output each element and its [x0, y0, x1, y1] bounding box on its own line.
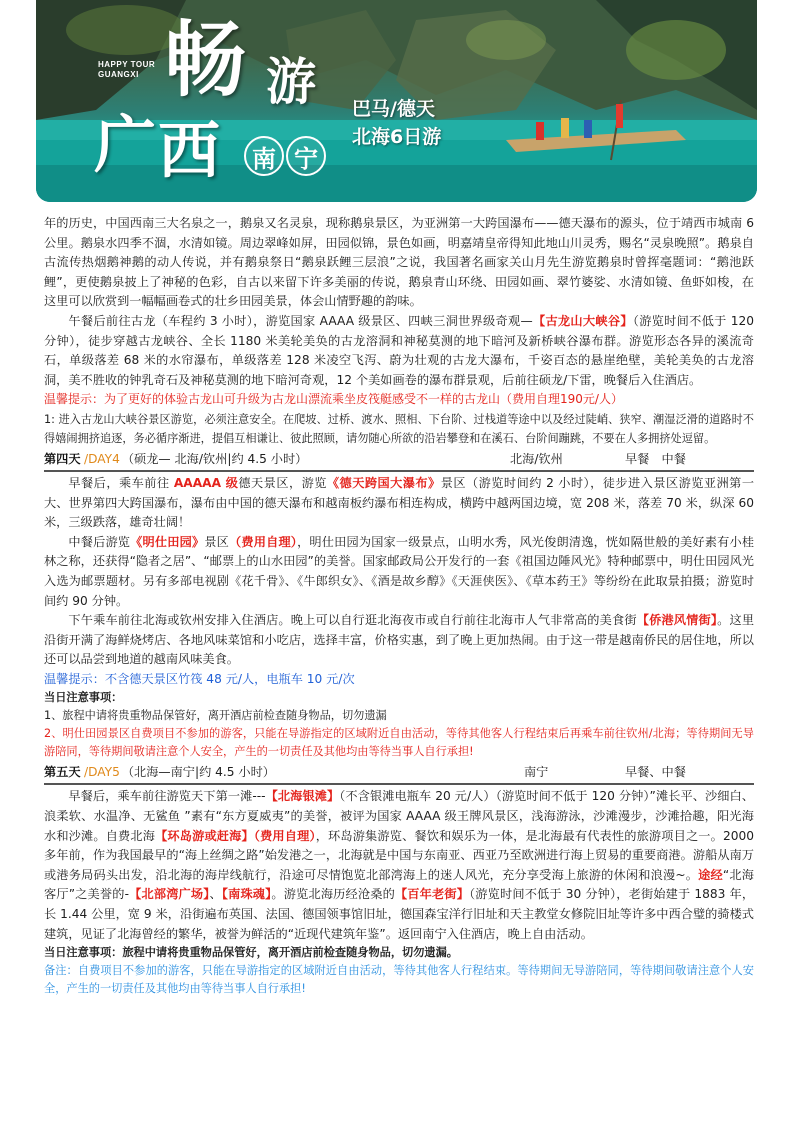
day5-notice: 当日注意事项：旅程中请将贵重物品保管好，离开酒店前检查随身物品，切勿遗漏。	[44, 946, 458, 960]
title-char-guang: 广	[94, 108, 157, 181]
day4-en: /DAY4	[84, 451, 120, 466]
day5-city: 南宁	[524, 765, 549, 780]
day4-notice-2: 2、明仕田园景区自费项目不参加的游客，只能在导游指定的区域附近自由活动，等待其他客人行程结束后再乘车前往钦州/北海；等待期间无导游陪同，等待期间敬请注意个人安全，产生的一切责任及其他均由等待当事人自行承担!	[44, 727, 754, 759]
route-title	[352, 96, 441, 150]
intro-safety-note: 1: 进入古龙山大峡谷景区游览，必须注意安全。在爬坡、过桥、渡水、照相、下台阶、过栈道等途中以及经过陡峭、狭窄、潮湿泛滑的道路时不得嬉闹拥挤追逐，务必循序渐进，提倡互相谦让、彼此照顾，请勿随心所欲的沿岩攀登和在溪石、台阶间蹦跳，不要在人多拥挤处逗留。	[44, 412, 754, 445]
title-char-you: 游	[266, 53, 316, 111]
intro-paragraph-2: 午餐后前往古龙（车程约 3 小时），游览国家 AAAA 级景区、四峡三洞世界级奇观—【古龙山大峡谷】（游览时间不低于 120 分钟），徒步穿越古龙峡谷、全长 1180 米美轮美奂的古龙溶洞和神秘莫测的地下暗河及新桥峡谷瀑布群。游览形态各异的溪流奇石，单级落差 68 米的水帘瀑布，单级落差 128 米凌空飞泻、蔚为壮观的古龙大瀑布，千姿百态的悬崖绝壁，美轮美奂的古龙溶洞，美不胜收的钟乳奇石及神秘莫测的地下暗河奇观，12 个美如画卷的瀑布群景观，后前往硕龙/下雷，晚餐后入住酒店。	[44, 313, 754, 387]
day4-paragraph-2: 中餐后游览《明仕田园》景区（费用自理），明仕田园为国家一级景点，山明水秀，风光俊朗清逸，恍如隔世般的美好素有小桂林之称，还获得“隐者之居”、“邮票上的山水田园”的美誉。国家邮政局公开发行的一套《祖国边陲风光》特种邮票中，明仕田园风光入选为邮票题材。另有多部电视剧《花千骨》、《牛郎织女》、《酒是故乡醇》《天涯侠医》、《草本药王》等纷纷在此取景拍摄；游览时间约 90 分钟。	[44, 534, 755, 608]
route-line-1: 巴马/德天	[352, 98, 435, 120]
intro-paragraph-1: 年的历史，中国西南三大名泉之一，鹅泉又名灵泉，现称鹅泉景区，为亚洲第一大跨国瀑布——德天瀑布的源头，位于靖西市城南 6 公里。鹅泉水四季不涸，水清如镜。周边翠峰如屏，田园似锦，景色如画，明嘉靖皇帝得知此地山川灵秀，赐名“灵泉晚照”。鹅泉自古流传热烟鹅神鹅的动人传说，并有鹅泉祭日“鹅泉跃鲤三层浪”之说，我国著名画家关山月先生游览鹅泉时曾挥毫题词：“鹅池跃鲤”，更使鹅泉披上了神秘的色彩，自古以来留下许多美丽的传说，鹅泉青山环绕、田园如画、翠竹婆娑、水清如镜、鱼虾如梭，在这里可以欣赏到一幅幅画卷式的壮乡田园美景，体会山情野趣的韵味。	[44, 216, 754, 309]
route-line-2: 北海6日游	[352, 126, 442, 148]
day5-header	[44, 762, 754, 785]
title-char-chang: 畅	[164, 13, 247, 108]
day4-paragraph-3: 下午乘车前往北海或钦州安排入住酒店。晚上可以自行逛北海夜市或自行前往北海市人气非常高的美食街【侨港风情街】。这里沿街开满了海鲜烧烤店、各地风味菜馆和小吃店，选择丰富，价格实惠，到了晚上更加热闹。由于这一带是越南侨民的居住地，所以还可以品尝到地道的越南风味美食。	[44, 613, 755, 667]
intro-tip: 温馨提示：为了更好的体验古龙山可升级为古龙山漂流乘坐皮筏艇感受不一样的古龙山（费用自理190元/人）	[44, 392, 623, 407]
day5-paragraph-1: 早餐后，乘车前往游览天下第一滩---【北海银滩】（不含银滩电瓶车 20 元/人）（游览时间不低于 120 分钟）”滩长平、沙细白、浪柔软、水温净、无鲨鱼 ”素有“东方夏威夷”的美誉，被评为国家 AAAA 级王牌风景区，浅海游泳，沙滩漫步，沙滩拾趣，阳光海水和沙滩。自费北海【环岛游或赶海】（费用自理），环岛游集游览、餐饮和娱乐为一体，是北海最有代表性的旅游项目之一。2000 多年前，作为我国最早的“海上丝绸之路”始发港之一，北海就是中国与东南亚、西亚乃至欧洲进行海上贸易的重要商港。游船从南万或港务局码头出发，沿北海的海岸线航行，沿途可尽情饱览北部湾海上的迷人风光，充分享受海上旅游的休闲和浪漫~。途经“北海客厅”之美誉的-【北部湾广场】、【南珠魂】。游览北海历经沧桑的【百年老街】（游览时间不低于 30 分钟），老街始建于 1883 年，长 1.44 公里，宽 9 米，沿街遍布英国、法国、德国领事馆旧址，德国森宝洋行旧址和天主教堂女修院旧址等许多中西合璧的骑楼式建筑，见证了北海曾经的繁华，被誉为鲜活的“近现代建筑年鉴”。返回南宁入住酒店，晚上自由活动。	[44, 789, 755, 941]
day5-meals: 早餐、中餐	[625, 765, 686, 780]
day5-label: 第五天	[44, 765, 81, 780]
day4-notice-title: 当日注意事项：	[44, 691, 123, 705]
itinerary-content	[44, 214, 754, 998]
nanning-circles	[244, 136, 326, 176]
day4-header	[44, 449, 754, 472]
hero-banner	[36, 0, 757, 202]
day4-paragraph-1: 早餐后，乘车前往 AAAAA 级德天景区，游览《德天跨国大瀑布》景区（游览时间约 2 小时），徒步进入景区游览亚洲第一大、世界第四大跨国瀑布，瀑布由中国的德天瀑布和越南板约瀑布相连构成，横跨中越两国边境，宽 208 米，落差 70 米，纵深 60 米，三级跌落，雄奇壮阔！	[44, 475, 755, 530]
day4-city: 北海/钦州	[510, 451, 563, 466]
title-char-xi: 西	[158, 114, 221, 187]
day5-route: （北海—南宁|约 4.5 小时）	[121, 765, 275, 780]
day4-tip: 温馨提示：不含德天景区竹筏 48 元/人，电瓶车 10 元/次	[44, 671, 355, 686]
day5-remark: 备注：自费项目不参加的游客，只能在导游指定的区域附近自由活动，等待其他客人行程结束。等待期间无导游陪同，等待期间敬请注意个人安全，产生的一切责任及其他均由等待当事人自行承担!	[44, 964, 754, 996]
day4-meals: 早餐 中餐	[625, 451, 686, 466]
title-char-ning: 宁	[286, 136, 326, 176]
day4-notice-1: 1、旅程中请将贵重物品保管好，离开酒店前检查随身物品，切勿遗漏	[44, 709, 387, 723]
day5-en: /DAY5	[84, 765, 120, 780]
day4-route: （硕龙— 北海/钦州|约 4.5 小时）	[121, 451, 308, 466]
title-char-nan: 南	[244, 136, 284, 176]
happy-tour-logo: HAPPY TOUR GUANGXI	[98, 60, 156, 79]
day4-label: 第四天	[44, 451, 81, 466]
